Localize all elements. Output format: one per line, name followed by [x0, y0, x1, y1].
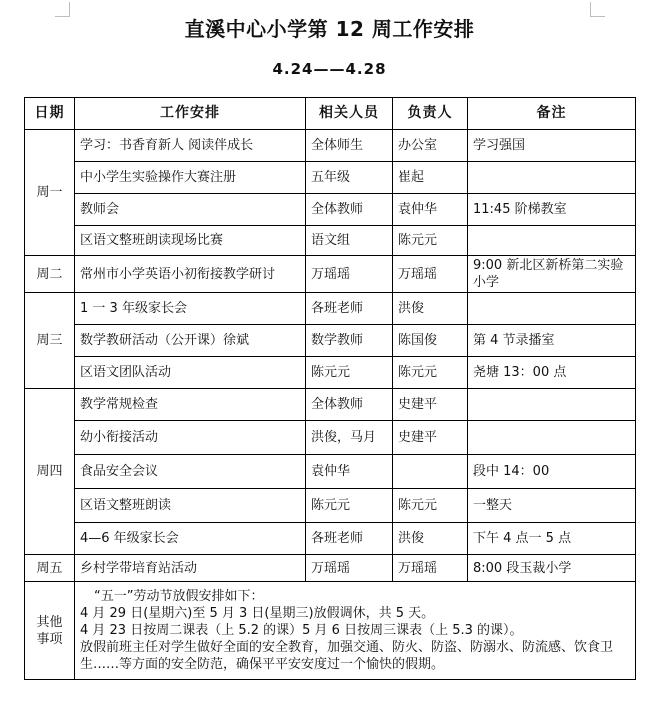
- table-row: [25, 162, 636, 194]
- cell-work: 常州市小学英语小初衔接教学研讨: [75, 256, 306, 293]
- cell-people: 语文组: [306, 226, 393, 256]
- date-range: 4.24——4.28: [272, 60, 387, 78]
- header-date: 日期: [25, 98, 75, 130]
- cell-people: 陈元元: [306, 489, 393, 523]
- table-row: [25, 357, 636, 389]
- cell-owner: 万瑶瑶: [393, 555, 468, 582]
- cell-people: 各班老师: [306, 293, 393, 325]
- cell-remark: 9:00 新北区新桥第二实验小学: [468, 256, 636, 293]
- table-row: [25, 389, 636, 421]
- cell-remark: 段中 14：00: [468, 455, 636, 489]
- cell-owner: 洪俊: [393, 523, 468, 555]
- cell-remark: 11:45 阶梯教室: [468, 194, 636, 226]
- cell-work: 数学教研活动（公开课）徐斌: [75, 325, 306, 357]
- cell-owner: 陈元元: [393, 226, 468, 256]
- cell-people: 全体教师: [306, 389, 393, 421]
- cell-owner: 陈元元: [393, 489, 468, 523]
- cell-remark: 8:00 段玉裁小学: [468, 555, 636, 582]
- table-row: [25, 293, 636, 325]
- note-line: 4 月 23 日按周二课表（上 5.2 的课）5 月 6 日按周三课表（上 5.3 的课）。: [80, 623, 523, 638]
- cell-work: 教师会: [75, 194, 306, 226]
- other-matters-label-line2: 事项: [36, 631, 63, 647]
- cell-remark: 第 4 节录播室: [468, 325, 636, 357]
- day-tuesday: 周二: [25, 256, 75, 293]
- cell-remark: 一整天: [468, 489, 636, 523]
- table-row: [25, 226, 636, 256]
- table-row: [25, 130, 636, 162]
- cell-owner: 崔起: [393, 162, 468, 194]
- cell-people: 各班老师: [306, 523, 393, 555]
- cell-people: 袁仲华: [306, 455, 393, 489]
- cell-owner: 陈元元: [393, 357, 468, 389]
- cell-remark: [468, 226, 636, 256]
- note-line: “五一”劳动节放假安排如下：: [94, 589, 264, 604]
- cell-work: 区语文团队活动: [75, 357, 306, 389]
- cell-remark: 下午 4 点一 5 点: [468, 523, 636, 555]
- cell-owner: 万瑶瑶: [393, 256, 468, 293]
- table-row: [25, 455, 636, 489]
- table-row: [25, 555, 636, 582]
- cell-remark: 尧塘 13：00 点: [468, 357, 636, 389]
- table-row-notes: [25, 582, 636, 680]
- cell-work: 乡村学带培育站活动: [75, 555, 306, 582]
- cell-people: 全体师生: [306, 130, 393, 162]
- cell-people: 全体教师: [306, 194, 393, 226]
- cell-owner: 史建平: [393, 389, 468, 421]
- cell-work: 区语文整班朗读: [75, 489, 306, 523]
- table-row: [25, 489, 636, 523]
- cell-work: 中小学生实验操作大赛注册: [75, 162, 306, 194]
- cell-people: 陈元元: [306, 357, 393, 389]
- header-people: 相关人员: [306, 98, 393, 130]
- cell-remark: [468, 293, 636, 325]
- page-title: 直溪中心小学第 12 周工作安排: [184, 17, 475, 41]
- header-remark: 备注: [468, 98, 636, 130]
- day-monday: 周一: [25, 130, 75, 256]
- note-line: 4 月 29 日(星期六)至 5 月 3 日(星期三)放假调休，共 5 天。: [80, 606, 435, 621]
- cell-remark: 学习强国: [468, 130, 636, 162]
- header-owner: 负责人: [393, 98, 468, 130]
- cell-remark: [468, 389, 636, 421]
- day-friday: 周五: [25, 555, 75, 582]
- cell-work: 4—6 年级家长会: [75, 523, 306, 555]
- cell-people: 洪俊，马月: [306, 421, 393, 455]
- table-row: [25, 194, 636, 226]
- day-other-matters: [25, 582, 75, 680]
- note-line: 放假前班主任对学生做好全面的安全教育，加强交通、防火、防盗、防溺水、防流感、饮食卫生……等方面的安全防范，确保平平安安度过一个愉快的假期。: [80, 640, 614, 672]
- cell-remark: [468, 162, 636, 194]
- table-row: [25, 325, 636, 357]
- cell-work: 1 一 3 年级家长会: [75, 293, 306, 325]
- cell-work: 学习：书香育新人 阅读伴成长: [75, 130, 306, 162]
- day-wednesday: 周三: [25, 293, 75, 389]
- cell-owner: 陈国俊: [393, 325, 468, 357]
- cell-work: 幼小衔接活动: [75, 421, 306, 455]
- cell-owner: 办公室: [393, 130, 468, 162]
- cell-owner: 史建平: [393, 421, 468, 455]
- cell-work: 区语文整班朗读现场比赛: [75, 226, 306, 256]
- cell-people: 五年级: [306, 162, 393, 194]
- day-thursday: 周四: [25, 389, 75, 555]
- cell-work: 教学常规检查: [75, 389, 306, 421]
- cell-people: 万瑶瑶: [306, 256, 393, 293]
- table-header-row: [25, 98, 636, 130]
- table-row: [25, 421, 636, 455]
- other-matters-label-line1: 其他: [36, 614, 63, 630]
- header-work: 工作安排: [75, 98, 306, 130]
- cell-owner: 袁仲华: [393, 194, 468, 226]
- holiday-notes: [75, 582, 636, 680]
- cell-people: 万瑶瑶: [306, 555, 393, 582]
- cell-remark: [468, 421, 636, 455]
- cell-people: 数学教师: [306, 325, 393, 357]
- table-row: [25, 256, 636, 293]
- table-row: [25, 523, 636, 555]
- cell-work: 食品安全会议: [75, 455, 306, 489]
- cell-owner: 洪俊: [393, 293, 468, 325]
- cell-owner: [393, 455, 468, 489]
- weekly-schedule-table: [24, 97, 636, 680]
